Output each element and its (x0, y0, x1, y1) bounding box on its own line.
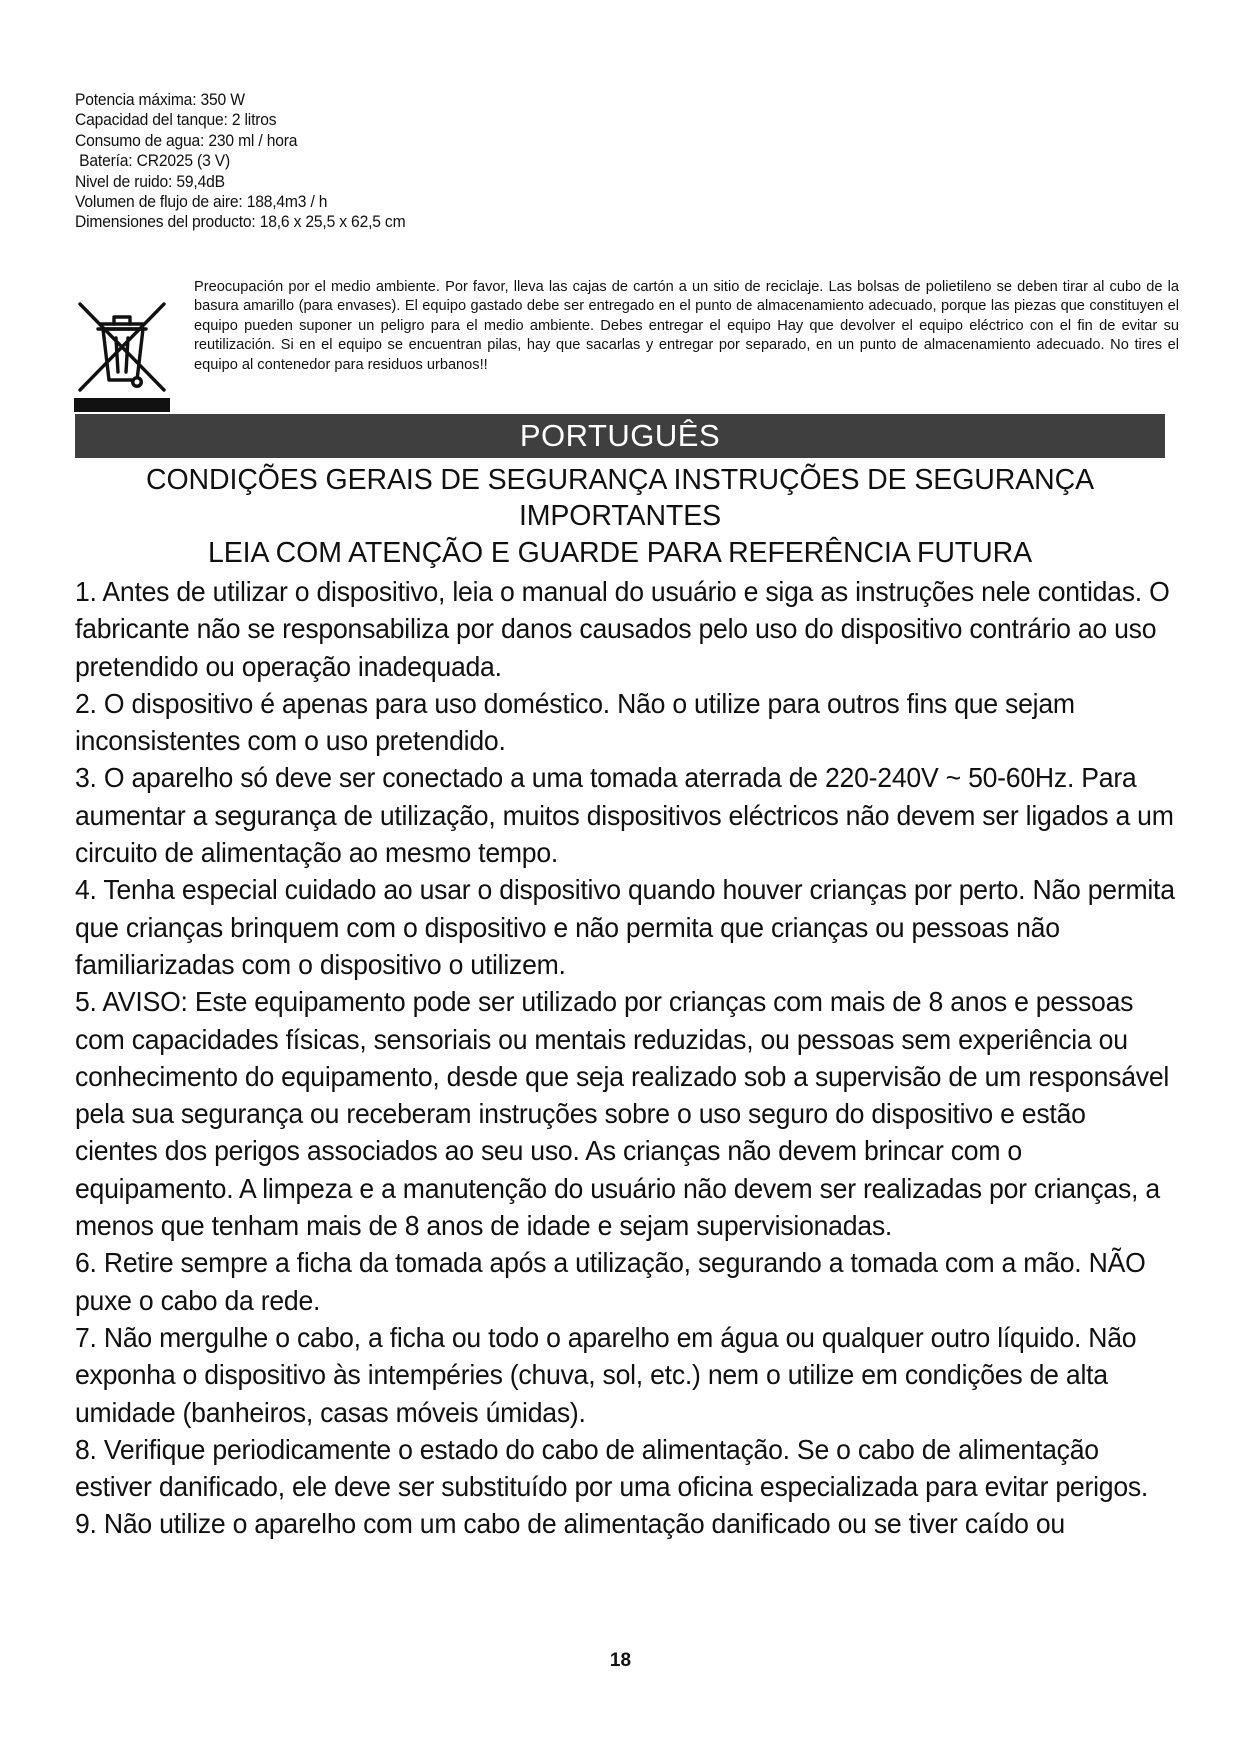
instruction-8: 8. Verifique periodicamente o estado do cabo de alimentação. Se o cabo de alimentação estiver danificado, ele deve ser substituído por uma oficina especializada para evitar perigos. (75, 1433, 1149, 1503)
instruction-4: 4. Tenha especial cuidado ao usar o dispositivo quando houver crianças por perto. Não permita que crianças brinquem com o dispositivo e não permita que crianças ou pessoas não familiarizadas com o dispositivo o utilizem. (75, 874, 1175, 980)
instruction-6: 6. Retire sempre a ficha da tomada após a utilização, segurando a tomada com a mão. NÃO puxe o cabo da rede. (75, 1247, 1146, 1316)
spec-battery: Batería: CR2025 (3 V) (75, 151, 231, 171)
section-heading (75, 462, 1165, 571)
instruction-9: 9. Não utilize o aparelho com um cabo de alimentação danificado ou se tiver caído ou (75, 1508, 1065, 1540)
instruction-1: 1. Antes de utilizar o dispositivo, leia o manual do usuário e siga as instruções nele contidas. O fabricante não se responsabiliza por danos causados pelo uso do dispositivo contrário ao uso pretendido ou operação inadequada. (75, 576, 1170, 682)
spec-airflow: Volumen de flujo de aire: 188,4m3 / h (75, 192, 328, 212)
heading-line-3: LEIA COM ATENÇÃO E GUARDE PARA REFERÊNCIA FUTURA (208, 536, 1032, 569)
instruction-2: 2. O dispositivo é apenas para uso doméstico. Não o utilize para outros fins que sejam inconsistentes com o uso pretendido. (75, 687, 1075, 757)
spec-list (75, 90, 675, 233)
language-banner: PORTUGUÊS (75, 414, 1165, 458)
spec-water-consumption: Consumo de agua: 230 ml / hora (75, 130, 298, 150)
instruction-7: 7. Não mergulhe o cabo, a ficha ou todo o aparelho em água ou qualquer outro líquido. Não exponha o dispositivo às intempéries (chuva, sol, etc.) nem o utilize em condições de alta umidade (banheiros, casas móveis úmidas). (75, 1321, 1137, 1428)
environmental-notice-text: Preocupación por el medio ambiente. Por favor, lleva las cajas de cartón a un sitio de reciclaje. Las bolsas de polietileno se deben tirar al cubo de la basura amarillo (para envases). El equipo gastado debe ser entregado en el punto de almacenamiento adecuado, porque las piezas que constituyen el equipo pueden suponer un peligro para el medio ambiente. Debes entregar el equipo Hay que devolver el equipo eléctrico con el fin de evitar su reutilización. Si en el equipo se encuentran pilas, hay que sacarlas y entregar por separado, en un punto de almacenamiento adecuado. No tires el equipo al contenedor para residuos urbanos!! (194, 279, 1179, 373)
instruction-5: 5. AVISO: Este equipamento pode ser utilizado por crianças com mais de 8 anos e pessoas com capacidades físicas, sensoriais ou mentais reduzidas, ou pessoas sem experiência ou conhecimento do equipamento, desde que seja realizado sob a supervisão de um responsável pela sua segurança ou receberam instruções sobre o uso seguro do dispositivo e estão cientes dos perigos associados ao seu uso. As crianças não devem brincar com o equipamento. A limpeza e a manutenção do usuário não devem ser realizadas por crianças, a menos que tenham mais de 8 anos de idade e sejam supervisionadas. (75, 986, 1170, 1242)
safety-instructions (75, 573, 1175, 1543)
instruction-3: 3. O aparelho só deve ser conectado a uma tomada aterrada de 220-240V ~ 50-60Hz. Para aumentar a segurança de utilização, muitos dispositivos eléctricos não devem ser ligados a um circuito de alimentação ao mesmo tempo. (75, 762, 1174, 869)
spec-tank-capacity: Capacidad del tanque: 2 litros (75, 110, 277, 130)
environmental-notice (74, 272, 1179, 412)
spec-dimensions: Dimensiones del producto: 18,6 x 25,5 x 62,5 cm (75, 212, 406, 232)
crossed-out-wheelie-bin-icon (74, 294, 170, 412)
heading-line-2: IMPORTANTES (518, 500, 722, 533)
spec-noise-level: Nivel de ruido: 59,4dB (75, 171, 225, 191)
heading-line-1: CONDIÇÕES GERAIS DE SEGURANÇA INSTRUÇÕES DE SEGURANÇA (145, 464, 1095, 496)
spec-max-power: Potencia máxima: 350 W (75, 90, 245, 109)
page-number: 18 (609, 1650, 632, 1671)
